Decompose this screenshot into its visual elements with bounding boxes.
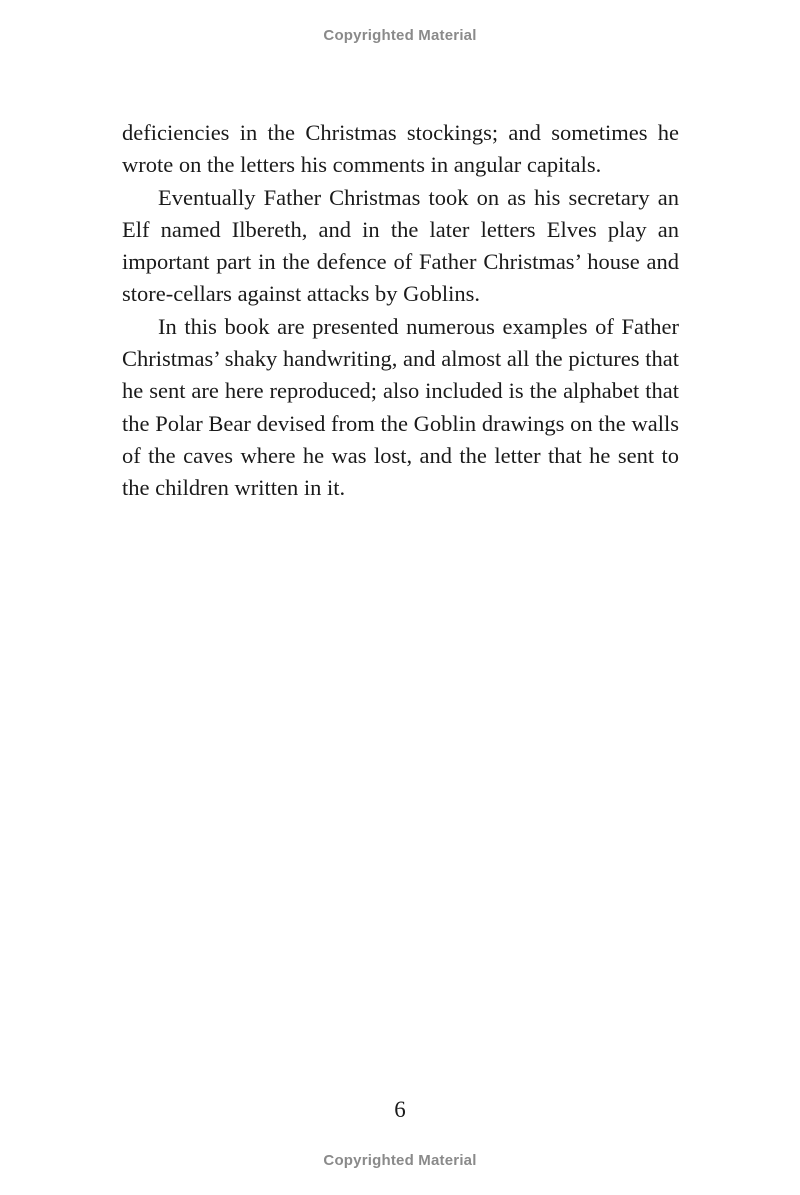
paragraph-book-contents: In this book are presented numerous examples of Father Christmas’ shaky handwriting, and almost all the pictures that he sent are here reproduced; also included is the alphabet that the Polar Bear devised from the Goblin drawings on the walls of the caves where he was lost, and the letter that he sent to the children written in it. <box>122 313 679 501</box>
copyright-watermark-bottom: Copyrighted Material <box>323 1152 477 1169</box>
copyright-watermark-top: Copyrighted Material <box>323 27 477 44</box>
paragraph-secretary: Eventually Father Christmas took on as his secretary an Elf named Ilbereth, and in the later letters Elves play an important part in the defence of Father Christmas’ house and store-cellars against attacks by Goblins. <box>122 184 679 307</box>
paragraph-continuation: deficiencies in the Christmas stockings; and sometimes he wrote on the letters his comments in angular capitals. <box>122 120 679 178</box>
page-number: 6 <box>394 1097 406 1122</box>
page-body <box>122 117 679 505</box>
